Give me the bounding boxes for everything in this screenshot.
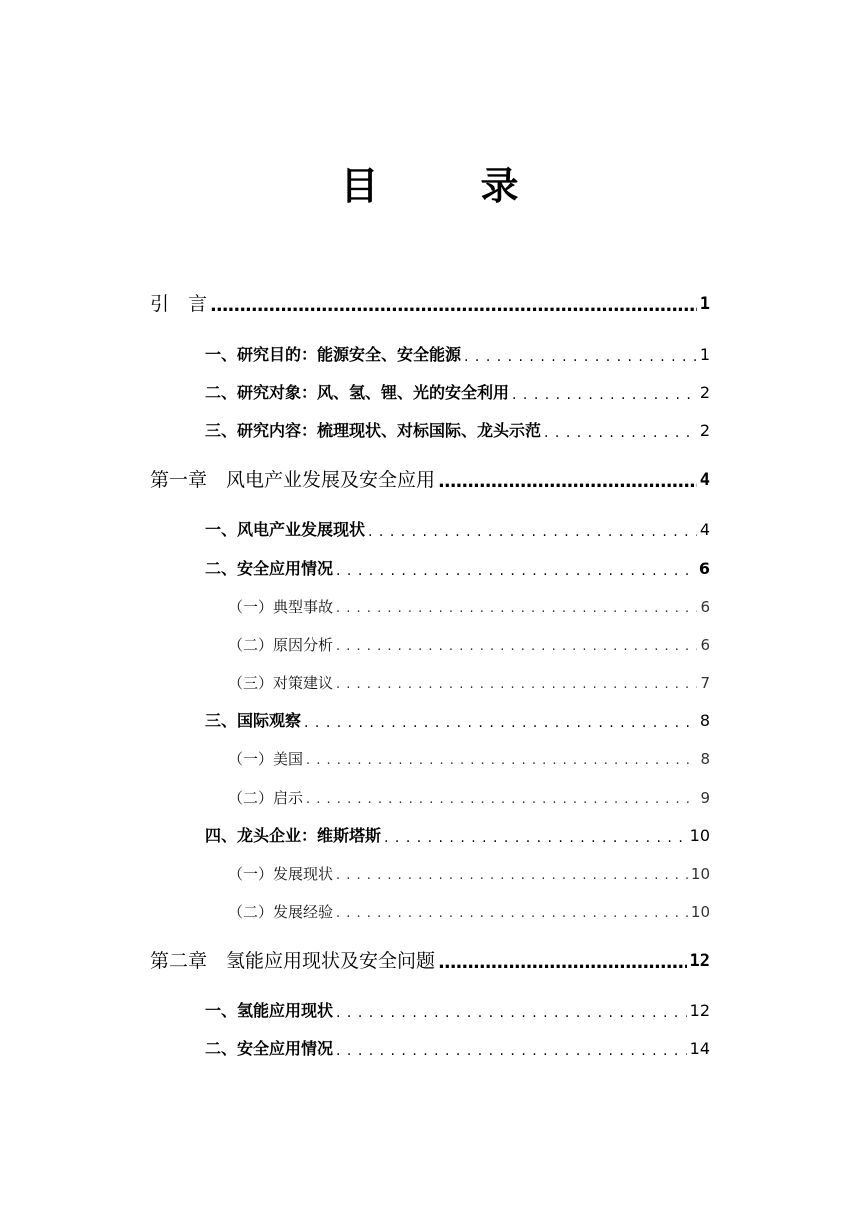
dot-leader bbox=[336, 597, 697, 621]
dot-leader bbox=[336, 864, 688, 888]
toc-entry-label: 二、研究对象：风、氢、锂、光的安全利用 bbox=[205, 383, 510, 402]
toc-page-number: 10 bbox=[689, 826, 710, 845]
dot-leader bbox=[336, 902, 688, 926]
toc-entry-label: 三、研究内容：梳理现状、对标国际、龙头示范 bbox=[205, 421, 542, 440]
toc-entry-subsection[interactable] bbox=[228, 669, 710, 697]
toc-page-number: 12 bbox=[689, 951, 710, 971]
dot-leader bbox=[512, 383, 697, 407]
toc-entry-label: 三、国际观察 bbox=[205, 711, 302, 730]
dot-leader bbox=[304, 711, 697, 735]
dot-leader bbox=[384, 826, 687, 850]
toc-entry-section[interactable] bbox=[205, 822, 710, 850]
toc-entry-chapter[interactable] bbox=[150, 466, 710, 494]
dot-leader bbox=[336, 1039, 687, 1063]
dot-leader bbox=[438, 470, 697, 494]
dot-leader bbox=[464, 345, 697, 369]
toc-entry-section[interactable] bbox=[205, 1035, 710, 1063]
toc-page-number: 4 bbox=[699, 520, 710, 539]
toc-page-number: 1 bbox=[699, 345, 710, 364]
toc-entry-label: 一、研究目的：能源安全、安全能源 bbox=[205, 345, 462, 364]
toc-entry-label: 第一章 风电产业发展及安全应用 bbox=[150, 469, 436, 491]
toc-entry-label: （一）美国 bbox=[228, 750, 304, 768]
toc-page-number: 6 bbox=[700, 636, 710, 654]
toc-entry-label: （二）原因分析 bbox=[228, 636, 334, 654]
dot-leader bbox=[210, 294, 697, 318]
toc-page-number: 2 bbox=[699, 421, 710, 440]
toc-page-number: 14 bbox=[689, 1039, 710, 1058]
dot-leader bbox=[336, 635, 697, 659]
toc-entry-subsection[interactable] bbox=[228, 745, 710, 773]
toc-page-number: 8 bbox=[699, 711, 710, 730]
toc-entry-label: 二、安全应用情况 bbox=[205, 559, 334, 578]
toc-page-number: 4 bbox=[699, 470, 710, 490]
dot-leader bbox=[336, 1001, 687, 1025]
toc-entry-subsection[interactable] bbox=[228, 631, 710, 659]
toc-entry-chapter[interactable] bbox=[150, 947, 710, 975]
toc-page-number: 6 bbox=[700, 598, 710, 616]
toc-entry-label: （一）典型事故 bbox=[228, 598, 334, 616]
toc-page-number: 2 bbox=[699, 383, 710, 402]
toc-entry-section[interactable] bbox=[205, 707, 710, 735]
toc-entry-section[interactable] bbox=[205, 555, 710, 583]
toc-page-number: 10 bbox=[690, 903, 710, 921]
toc-entry-section[interactable] bbox=[205, 516, 710, 544]
toc-page-number: 6 bbox=[698, 559, 710, 578]
toc-entry-label: 一、氢能应用现状 bbox=[205, 1001, 334, 1020]
toc-entry-label: （二）发展经验 bbox=[228, 903, 334, 921]
toc-entry-subsection[interactable] bbox=[228, 860, 710, 888]
toc-entry-label: （二）启示 bbox=[228, 789, 304, 807]
toc-page-number: 8 bbox=[700, 750, 710, 768]
toc-entry-chapter[interactable] bbox=[150, 290, 710, 318]
toc-entry-label: 第二章 氢能应用现状及安全问题 bbox=[150, 950, 436, 972]
toc-page-number: 10 bbox=[690, 865, 710, 883]
dot-leader bbox=[306, 788, 697, 812]
toc-entry-label: 二、安全应用情况 bbox=[205, 1039, 334, 1058]
dot-leader bbox=[336, 673, 697, 697]
toc-entry-label: 引 言 bbox=[150, 293, 208, 315]
toc-page-number: 12 bbox=[689, 1001, 710, 1020]
dot-leader bbox=[438, 951, 687, 975]
dot-leader bbox=[544, 421, 697, 445]
toc-entry-subsection[interactable] bbox=[228, 898, 710, 926]
toc-page-number: 1 bbox=[699, 294, 710, 314]
toc-entry-section[interactable] bbox=[205, 341, 710, 369]
toc-entry-label: 四、龙头企业：维斯塔斯 bbox=[205, 826, 382, 845]
toc-page-number: 7 bbox=[700, 674, 710, 692]
toc-entry-label: （三）对策建议 bbox=[228, 674, 334, 692]
toc-entry-section[interactable] bbox=[205, 417, 710, 445]
page-title: 目 录 bbox=[340, 164, 551, 208]
toc-entry-section[interactable] bbox=[205, 997, 710, 1025]
toc-entry-label: （一）发展现状 bbox=[228, 865, 334, 883]
dot-leader bbox=[336, 559, 696, 583]
dot-leader bbox=[368, 520, 697, 544]
toc-entry-label: 一、风电产业发展现状 bbox=[205, 520, 366, 539]
toc-entry-subsection[interactable] bbox=[228, 784, 710, 812]
toc-entry-section[interactable] bbox=[205, 379, 710, 407]
toc-page-number: 9 bbox=[700, 789, 710, 807]
dot-leader bbox=[306, 749, 697, 773]
toc-entry-subsection[interactable] bbox=[228, 593, 710, 621]
